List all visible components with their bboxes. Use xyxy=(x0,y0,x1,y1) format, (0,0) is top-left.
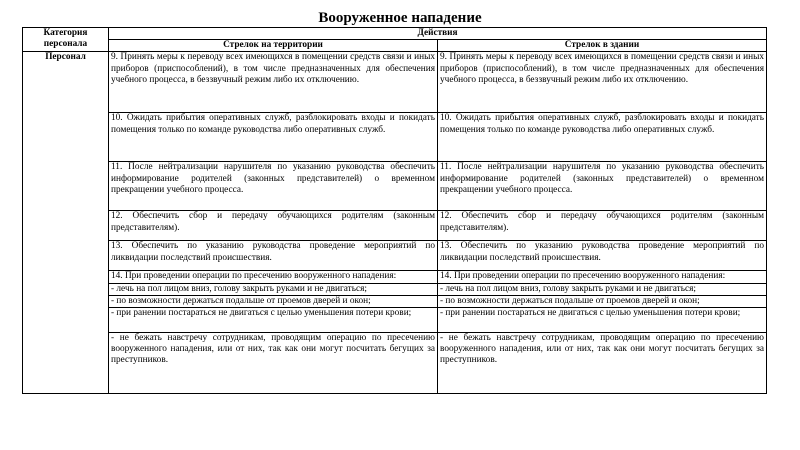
cell-territory: 14. При проведении операции по пресечению вооруженного нападения: xyxy=(109,271,438,283)
header-shooter-building: Стрелок в здании xyxy=(438,40,767,52)
header-category: Категория персонала xyxy=(23,28,109,52)
cell-territory: 11. После нейтрализации нарушителя по указанию руководства обеспечить информирование родителей (законных представителей) о временном прекращении учебного процесса. xyxy=(109,162,438,211)
cell-building: 12. Обеспечить сбор и передачу обучающихся родителям (законным представителям). xyxy=(438,211,767,241)
cell-building: 13. Обеспечить по указанию руководства проведение мероприятий по ликвидации последствий происшествия. xyxy=(438,241,767,271)
cell-building: 14. При проведении операции по пресечению вооруженного нападения: xyxy=(438,271,767,283)
document-title: Вооруженное нападение xyxy=(318,10,482,26)
table-row xyxy=(23,52,767,113)
cell-territory: 13. Обеспечить по указанию руководства проведение мероприятий по ликвидации последствий происшествия. xyxy=(109,241,438,271)
cell-territory: 12. Обеспечить сбор и передачу обучающихся родителям (законным представителям). xyxy=(109,211,438,241)
header-row xyxy=(23,28,767,40)
cell-building: 10. Ожидать прибытия оперативных служб, разблокировать входы и покидать помещения только по команде руководства либо оперативных служб. xyxy=(438,113,767,162)
cell-building: - по возможности держаться подальше от проемов дверей и окон; xyxy=(438,295,767,307)
table-row xyxy=(23,211,767,241)
cell-building: 11. После нейтрализации нарушителя по указанию руководства обеспечить информирование родителей (законных представителей) о временном прекращении учебного процесса. xyxy=(438,162,767,211)
table-row xyxy=(23,308,767,333)
cell-territory: - лечь на пол лицом вниз, голову закрыть руками и не двигаться; xyxy=(109,283,438,295)
cell-territory: 9. Принять меры к переводу всех имеющихся в помещении средств связи и иных приборов (приспособлений), в том числе предназначенных для обеспечения учебного процесса, в беззвучный режим либо их отключению. xyxy=(109,52,438,113)
cell-building: - лечь на пол лицом вниз, голову закрыть руками и не двигаться; xyxy=(438,283,767,295)
cell-building: 9. Принять меры к переводу всех имеющихся в помещении средств связи и иных приборов (приспособлений), в том числе предназначенных для обеспечения учебного процесса, в беззвучный режим либо их отключению. xyxy=(438,52,767,113)
table-row xyxy=(23,295,767,307)
table-row xyxy=(23,271,767,283)
table-row xyxy=(23,113,767,162)
actions-table xyxy=(22,27,767,394)
header-shooter-territory: Стрелок на территории xyxy=(109,40,438,52)
table-row xyxy=(23,333,767,394)
cell-territory: 10. Ожидать прибытия оперативных служб, разблокировать входы и покидать помещения только по команде руководства либо оперативных служб. xyxy=(109,113,438,162)
cell-territory: - по возможности держаться подальше от проемов дверей и окон; xyxy=(109,295,438,307)
cell-territory: - не бежать навстречу сотрудникам, проводящим операцию по пресечению вооруженного нападения, или от них, так как они могут посчитать бегущих за преступников. xyxy=(109,333,438,394)
table-row xyxy=(23,241,767,271)
table-row xyxy=(23,283,767,295)
cell-building: - при ранении постараться не двигаться с целью уменьшения потери крови; xyxy=(438,308,767,333)
cell-building: - не бежать навстречу сотрудникам, проводящим операцию по пресечению вооруженного нападения, или от них, так как они могут посчитать бегущих за преступников. xyxy=(438,333,767,394)
table-row xyxy=(23,162,767,211)
category-personnel: Персонал xyxy=(23,52,109,394)
header-actions: Действия xyxy=(109,28,767,40)
subheader-row xyxy=(23,40,767,52)
cell-territory: - при ранении постараться не двигаться с целью уменьшения потери крови; xyxy=(109,308,438,333)
